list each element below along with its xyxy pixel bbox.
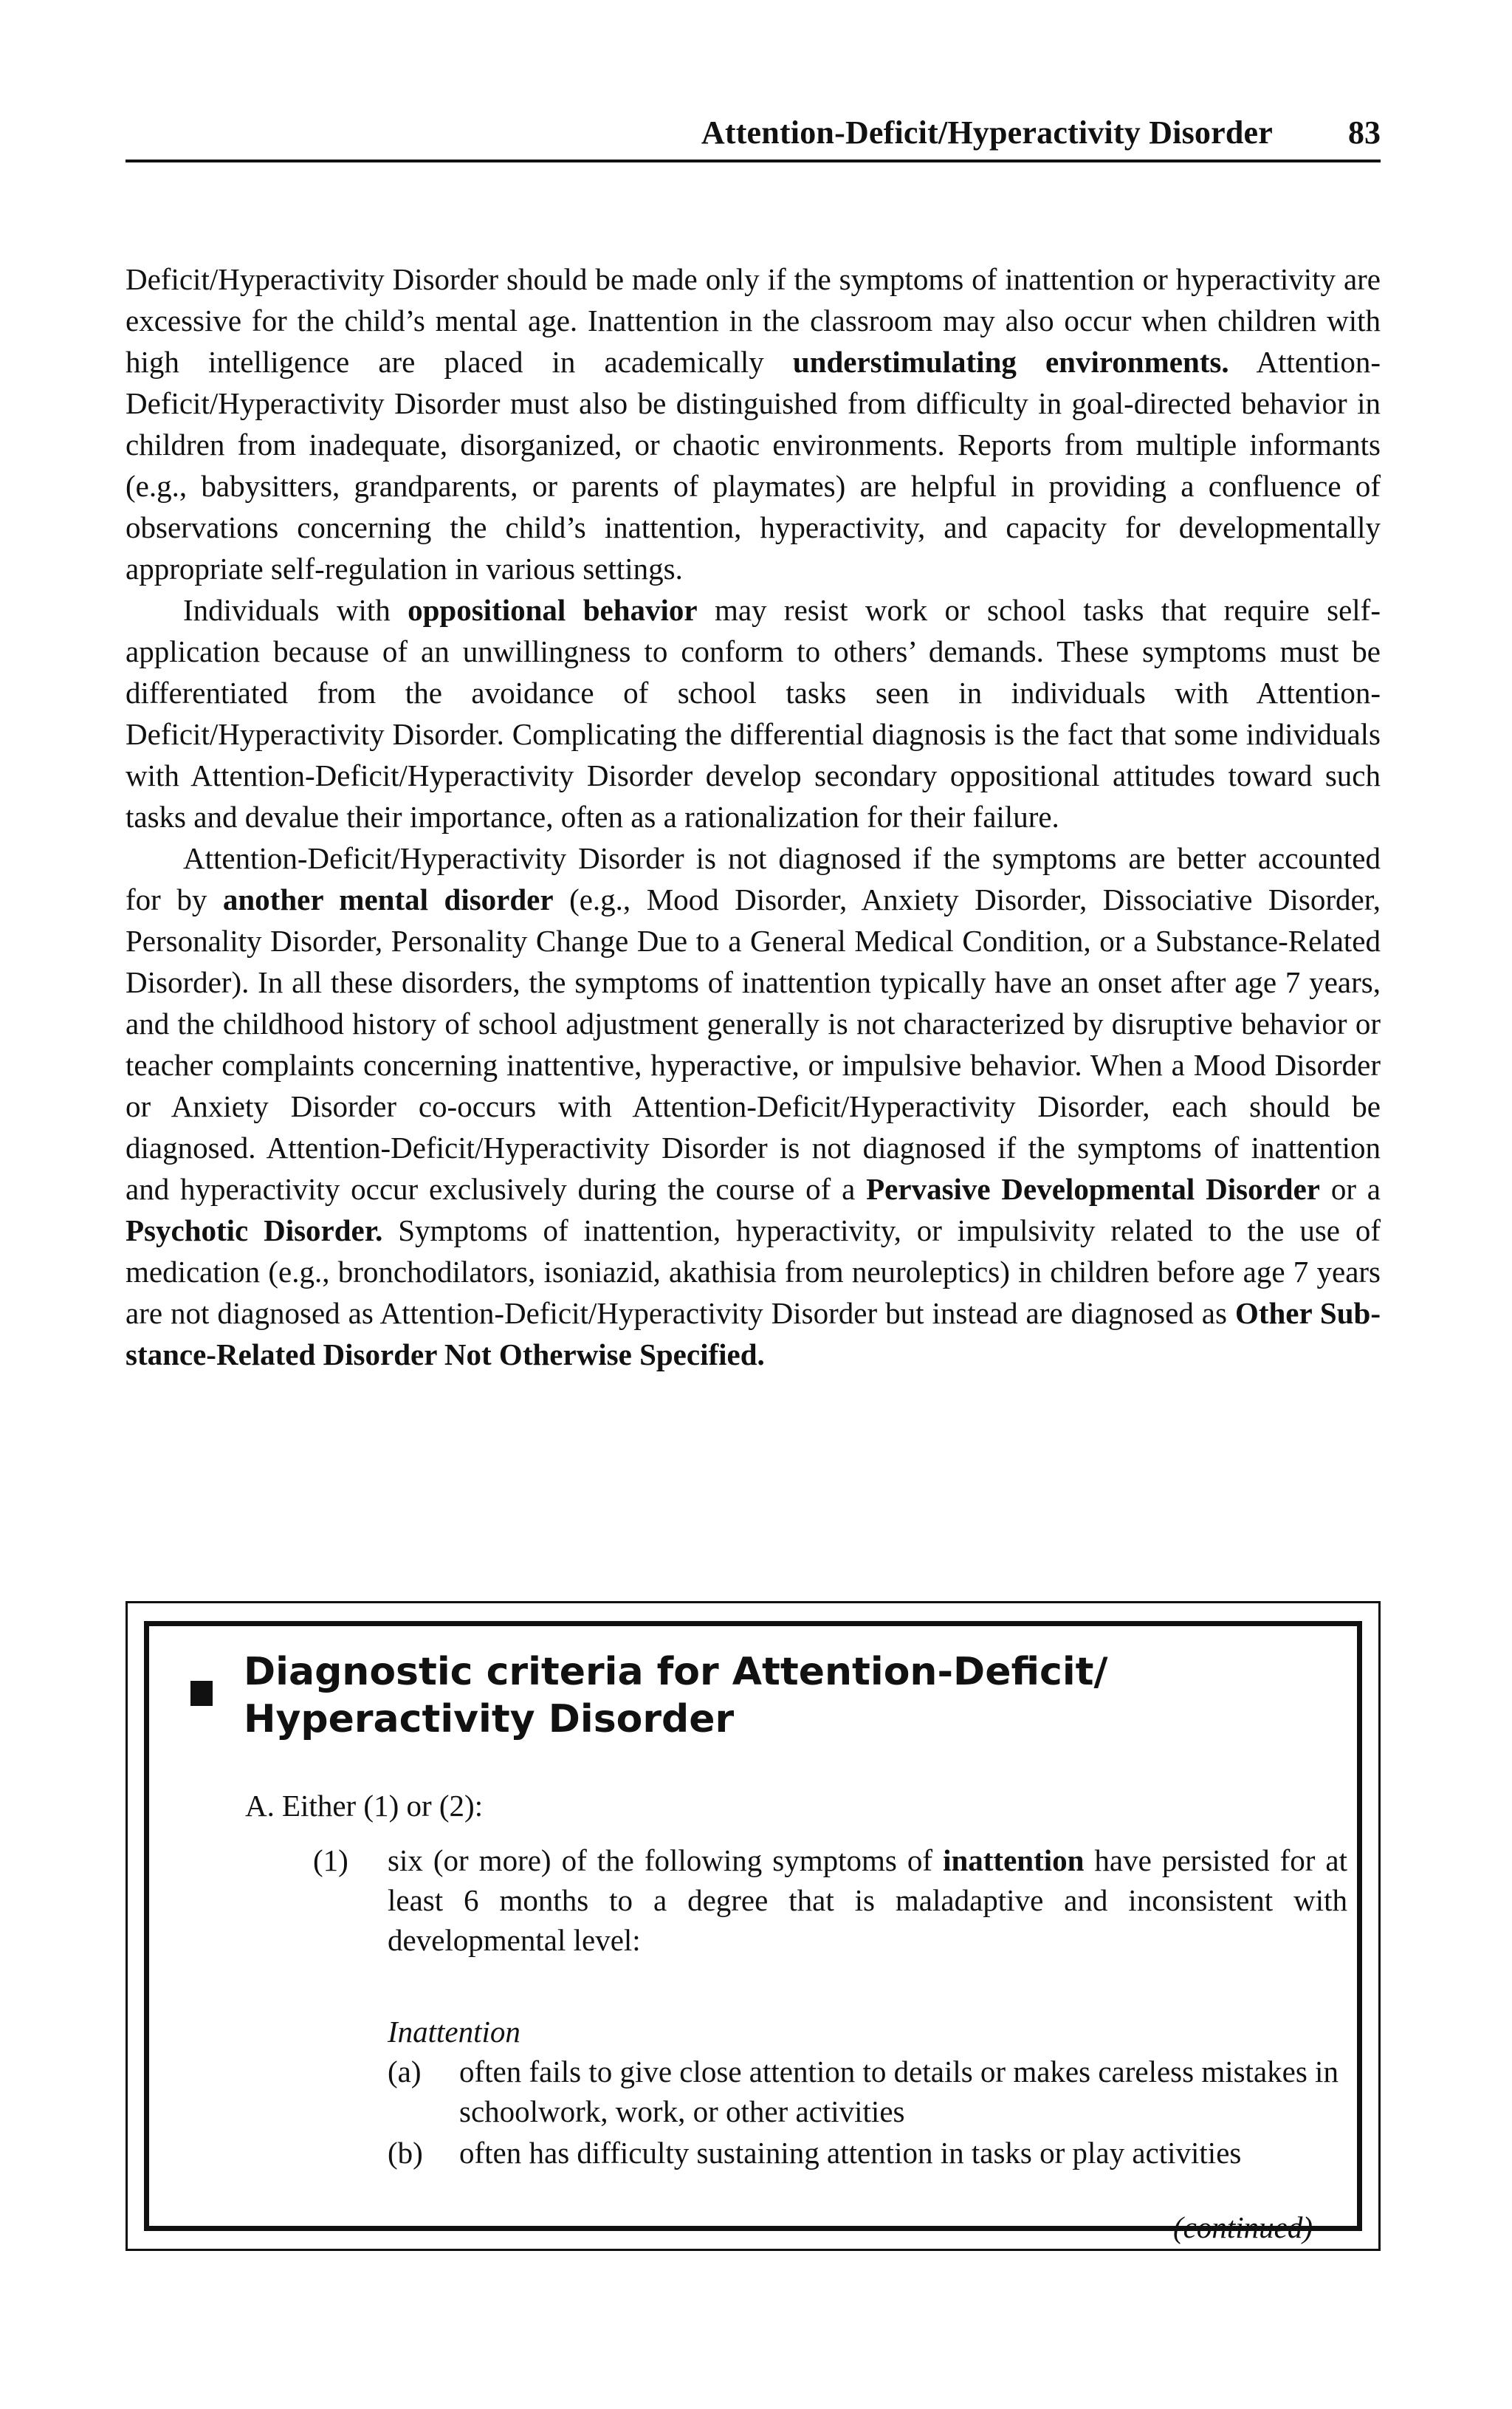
inattention-subheading: Inattention	[388, 2015, 520, 2049]
paragraph-1-bold: understimulating environments.	[792, 345, 1229, 379]
running-title: Attention-Deficit/Hyperactivity Disorder	[701, 114, 1273, 151]
paragraph-1-text-b: Attention-Deficit/Hyperactivity Disorder must also be distinguished from difficulty in goal-directed behavior in children from inadequate, disorganized, or chaotic environments. Reports from multiple informants (e.g., babysitters, grandparents, or parents of playmates) are helpful in providing a confluence of observations concerning the child’s inattention, hyperactivity, and capacity for developmentally appropriate self-regulation in various settings.	[126, 345, 1381, 586]
paragraph-2-text-a: Individuals with	[183, 593, 408, 627]
symptom-b-text: often has difficulty sustaining attention in tasks or play activities	[459, 2136, 1242, 2170]
paragraph-1	[126, 258, 1381, 589]
criteria-inner-frame	[144, 1621, 1362, 2244]
paragraph-2-text-b: may resist work or school tasks that require self-application because of an unwillingness to conform to others’ demands. These symptoms must be differentiated from the avoidance of school tasks seen in individuals with Attention-Deficit/Hyperactivity Disorder. Complicating the differential diagnosis is the fact that some individuals with Attention-Deficit/Hyperactivity Disorder develop secondary oppositional attitudes toward such tasks and devalue their importance, often as a rationalization for their failure.	[126, 593, 1381, 834]
paragraph-3-text-b: (e.g., Mood Disorder, Anxiety Disorder, Dissociative Disorder, Personality Disorder, Personality Change Due to a General Medical Condition, or a Substance-Related Disorder). In all these disorders, the symptoms of inattention typically have an onset after age 7 years, and the childhood history of school adjustment generally is not characterized by disruptive behavior or teacher complaints concerning inattentive, hyperactive, or impulsive behavior. When a Mood Disorder or Anxiety Disorder co-occurs with Attention-Deficit/Hyperactivity Disorder, each should be diagnosed. Attention-Deficit/Hyperactivity Disorder is not diagnosed if the symptoms of inattention and hyperactivity occur exclusively during the course of a	[126, 883, 1381, 1206]
paragraph-2-bold: oppositional behavior	[408, 593, 698, 627]
paragraph-3-bold-3: Psychotic Disorder.	[126, 1213, 383, 1247]
criterion-1-label: (1)	[313, 1843, 348, 1877]
paragraph-3-bold-2: Pervasive Developmental Disorder	[866, 1172, 1320, 1206]
running-header	[126, 111, 1381, 162]
criteria-heading-line-1: Diagnostic criteria for Attention-Deficit/	[244, 1650, 1108, 1694]
symptom-a-label: (a)	[388, 2055, 422, 2088]
criterion-1-text	[388, 1840, 1347, 1960]
criterion-A-label: A.	[245, 1789, 275, 1823]
paragraph-3-bold-4: Other Substance-Related Disorder Not Otherwise Specified.	[126, 1296, 1381, 1371]
square-bullet-icon	[190, 1681, 213, 1706]
diagnostic-criteria-box	[126, 1601, 1381, 2251]
criteria-heading-line-2: Hyperactivity Disorder	[244, 1697, 735, 1741]
paragraph-1-text-a: Deficit/Hyperactivity Disorder should be made only if the symptoms of inattention or hyperactivity are excessive for the child’s mental age. Inattention in the classroom may also occur when children with high intelligence are placed in academically	[126, 262, 1381, 379]
paragraph-3-text-a: Attention-Deficit/Hyperactivity Disorder is not diagnosed if the symptoms are better accounted for by	[126, 841, 1381, 916]
page-number: 83	[1348, 114, 1381, 151]
criteria-heading	[188, 1648, 1147, 1743]
symptom-a-text: often fails to give close attention to details or makes careless mistakes in schoolwork, work, or other activities	[459, 2055, 1339, 2128]
paragraph-3-bold-1: another mental disorder	[222, 883, 554, 916]
paragraph-3	[126, 837, 1381, 1375]
criterion-1-text-a: six (or more) of the following symptoms of	[388, 1843, 944, 1877]
criterion-1-bold: inattention	[943, 1843, 1085, 1877]
body-text	[126, 258, 1381, 1375]
criterion-A-text: Either (1) or (2):	[282, 1789, 484, 1823]
criterion-1-text-b: have persisted for at least 6 months to a degree that is maladaptive and inconsistent with developmental level:	[388, 1843, 1347, 1957]
symptom-b-label: (b)	[388, 2136, 423, 2170]
paragraph-3-text-c: or a	[1320, 1172, 1381, 1206]
paragraph-2	[126, 589, 1381, 837]
continued-note: (continued)	[1173, 2210, 1313, 2244]
paragraph-3-text-d: Symptoms of inattention, hyperactivity, or impulsivity related to the use of medication (e.g., bronchodilators, isoniazid, akathisia from neuroleptics) in children before age 7 years are not diagnosed as Attention-Deficit/Hyperactivity Disorder but instead are diagnosed as	[126, 1213, 1381, 1330]
